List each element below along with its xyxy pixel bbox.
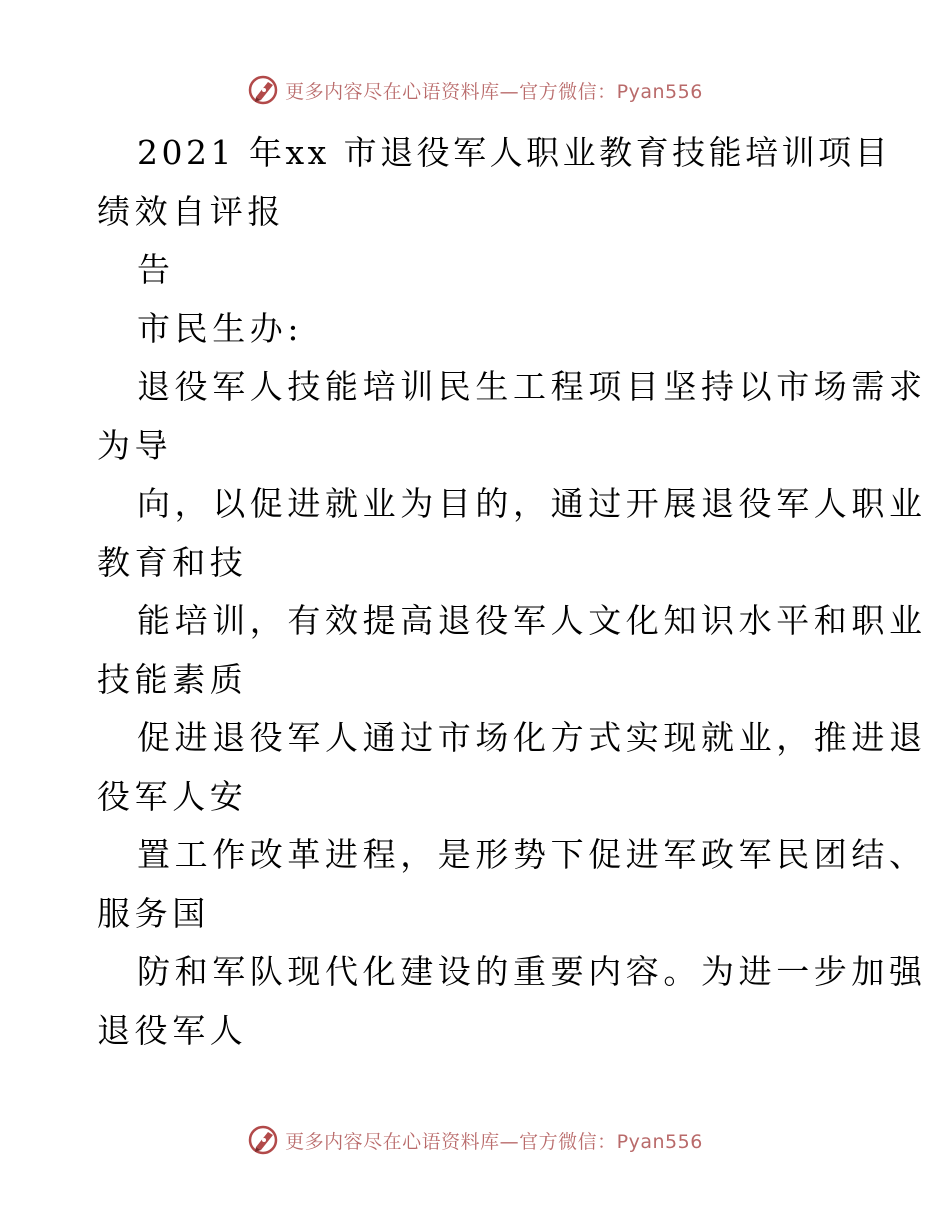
- body-line: 促进退役军人通过市场化方式实现就业，推进退: [137, 718, 927, 757]
- body-line: 退役军人: [97, 1010, 248, 1050]
- body-line: 技能素质: [97, 659, 248, 699]
- addressee-line: 市民生办:: [137, 308, 304, 348]
- body-line: 能培训，有效提高退役军人文化知识水平和职业: [137, 601, 927, 640]
- title-line-3: 告: [137, 250, 175, 289]
- title-line-1: 2021 年xx 市退役军人职业教育技能培训项目: [137, 133, 892, 172]
- body-line: 服务国: [97, 893, 210, 933]
- body-line: 防和军队现代化建设的重要内容。为进一步加强: [137, 952, 927, 991]
- document-body: [97, 124, 927, 1060]
- header-banner-text: 更多内容尽在心语资料库—官方微信：Pyan556: [285, 80, 703, 103]
- body-line: 教育和技: [97, 542, 248, 582]
- pen-nib-logo-icon: [247, 1123, 281, 1157]
- body-line: 向，以促进就业为目的，通过开展退役军人职业: [137, 484, 927, 523]
- body-line: 退役军人技能培训民生工程项目坚持以市场需求: [137, 367, 927, 406]
- footer-banner-text: 更多内容尽在心语资料库—官方微信：Pyan556: [285, 1130, 703, 1153]
- body-line: 置工作改革进程，是形势下促进军政军民团结、: [137, 835, 927, 874]
- body-line: 役军人安: [97, 776, 248, 816]
- pen-nib-logo-icon: [247, 73, 281, 107]
- header-banner: [0, 70, 950, 110]
- footer-banner: [0, 1120, 950, 1160]
- body-line: 为导: [97, 425, 173, 465]
- title-line-2: 绩效自评报: [97, 191, 285, 231]
